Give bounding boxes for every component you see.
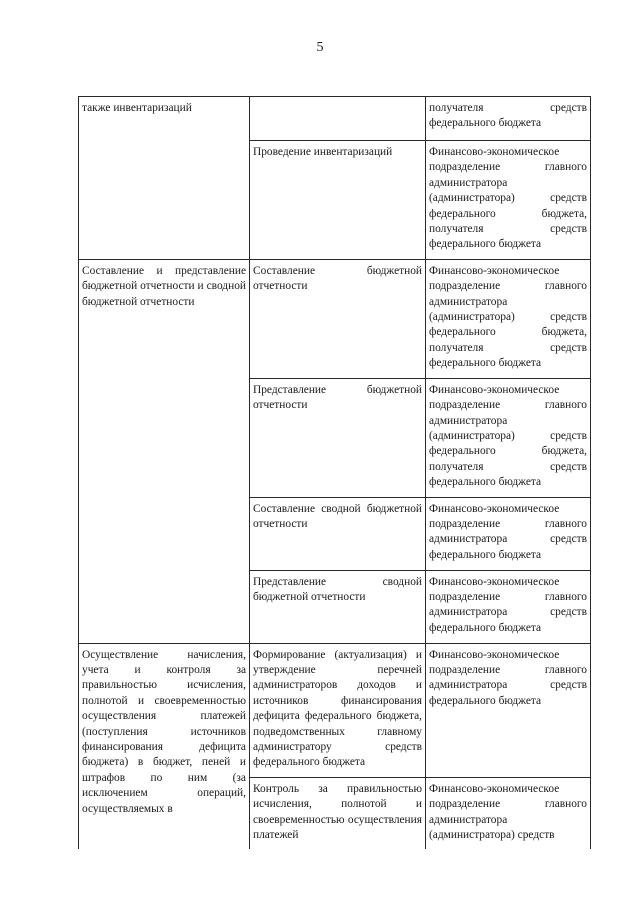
operation-cell: Контроль за правильностью исчисления, полнотой и своевременностью осуществления платежей — [250, 777, 426, 849]
operation-cell: Проведение инвентаризаций — [250, 141, 426, 260]
responsible-cell: Финансово-экономическое подразделение главного администратора (администратора) средств федерального бюджета, получателя средств федерального бюджета — [426, 378, 591, 497]
responsible-cell: Финансово-экономическое подразделение главного администратора средств федерального бюджета — [426, 643, 591, 777]
table-row — [79, 259, 591, 378]
table-row — [79, 97, 591, 141]
operation-cell: Составление сводной бюджетной отчетности — [250, 497, 426, 570]
operation-cell: Представление бюджетной отчетности — [250, 378, 426, 497]
operation-cell: Составление бюджетной отчетности — [250, 259, 426, 378]
process-table — [78, 96, 591, 849]
process-cell: также инвентаризаций — [79, 97, 250, 260]
operation-cell: Формирование (актуализация) и утверждение перечней администраторов доходов и источников финансирования дефицита федерального бюджета, подведомственных главному администратору средств федерального бюджета — [250, 643, 426, 777]
responsible-cell: Финансово-экономическое подразделение главного администратора (администратора) средств — [426, 777, 591, 849]
process-cell: Составление и представление бюджетной отчетности и сводной бюджетной отчетности — [79, 259, 250, 643]
page-number: 5 — [316, 40, 324, 55]
responsible-cell: Финансово-экономическое подразделение главного администратора (администратора) средств федерального бюджета, получателя средств федерального бюджета — [426, 259, 591, 378]
responsible-cell: Финансово-экономическое подразделение главного администратора средств федерального бюджета — [426, 570, 591, 643]
operation-cell — [250, 97, 426, 141]
process-cell: Осуществление начисления, учета и контроля за правильностью исчисления, полнотой и своевременностью осуществления платежей (поступления источников финансирования дефицита бюджета) в бюджет, пеней и штрафов по ним (за исключением операций, осуществляемых в — [79, 643, 250, 849]
responsible-cell: получателя средств федерального бюджета — [426, 97, 591, 141]
responsible-cell: Финансово-экономическое подразделение главного администратора (администратора) средств федерального бюджета, получателя средств федерального бюджета — [426, 141, 591, 260]
responsible-cell: Финансово-экономическое подразделение главного администратора средств федерального бюджета — [426, 497, 591, 570]
operation-cell: Представление сводной бюджетной отчетности — [250, 570, 426, 643]
table-row — [79, 643, 591, 777]
